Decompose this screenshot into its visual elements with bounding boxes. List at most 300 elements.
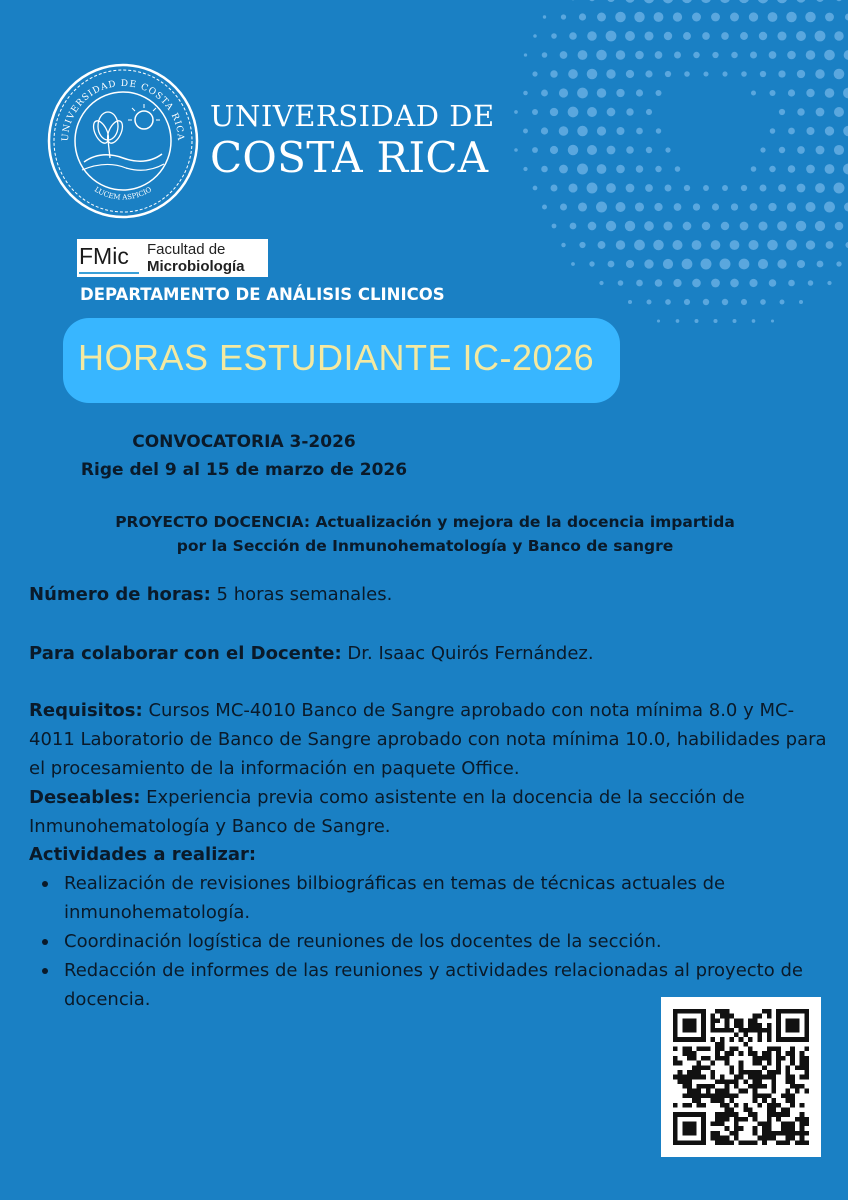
qr-module xyxy=(692,1018,697,1023)
qr-module xyxy=(790,1093,795,1098)
qr-module xyxy=(729,1098,734,1103)
decorative-dot xyxy=(587,145,597,155)
qr-module xyxy=(748,1047,753,1052)
decorative-dot xyxy=(797,146,805,154)
qr-module xyxy=(725,1117,730,1122)
decorative-dot xyxy=(739,0,749,3)
qr-module xyxy=(678,1112,683,1117)
qr-module xyxy=(771,1112,776,1117)
qr-module xyxy=(701,1136,706,1141)
decorative-dot xyxy=(721,32,729,40)
qr-module xyxy=(776,1047,781,1052)
decorative-dot xyxy=(844,50,848,60)
qr-module xyxy=(795,1018,800,1023)
decorative-dot xyxy=(760,147,765,152)
list-item: Redacción de informes de las reuniones y actividades relacionadas al proyecto de docencia. xyxy=(29,956,829,1014)
decorative-dot xyxy=(665,147,670,152)
qr-module xyxy=(729,1014,734,1019)
qr-module xyxy=(715,1051,720,1056)
decorative-dot xyxy=(578,202,587,211)
decorative-dot xyxy=(711,240,721,250)
qr-module xyxy=(692,1122,697,1127)
decorative-dot xyxy=(596,50,607,61)
qr-module xyxy=(706,1065,711,1070)
decorative-dot xyxy=(647,300,652,305)
decorative-dot xyxy=(825,13,834,22)
qr-module xyxy=(757,1079,762,1084)
qr-module xyxy=(757,1103,762,1108)
qr-module xyxy=(767,1075,772,1080)
decorative-dot xyxy=(777,31,786,40)
qr-module xyxy=(715,1009,720,1014)
decorative-dot xyxy=(568,183,577,192)
qr-module xyxy=(795,1037,800,1042)
qr-module xyxy=(687,1070,692,1075)
decorative-dot xyxy=(722,71,727,76)
qr-module xyxy=(762,1126,767,1131)
qr-module xyxy=(757,1084,762,1089)
qr-module xyxy=(757,1056,762,1061)
qr-module xyxy=(804,1117,809,1122)
decorative-dot xyxy=(684,299,690,305)
qr-module xyxy=(781,1126,786,1131)
qr-module xyxy=(753,1028,758,1033)
qr-module xyxy=(706,1056,711,1061)
decorative-dot xyxy=(523,129,528,134)
qr-module xyxy=(687,1056,692,1061)
qr-module xyxy=(701,1047,706,1052)
decorative-dot xyxy=(646,109,652,115)
qr-module xyxy=(687,1140,692,1145)
decorative-dot xyxy=(656,90,662,96)
qr-module xyxy=(711,1075,716,1080)
qr-module xyxy=(790,1028,795,1033)
decorative-dot xyxy=(607,0,615,2)
decorative-dot xyxy=(796,0,805,3)
decorative-dot xyxy=(635,202,644,211)
qr-module xyxy=(748,1140,753,1145)
hours-value: 5 horas semanales. xyxy=(210,584,393,605)
qr-module xyxy=(786,1023,791,1028)
qr-module xyxy=(739,1065,744,1070)
decorative-dot xyxy=(532,109,538,115)
decorative-dot xyxy=(825,164,835,174)
decorative-dot xyxy=(616,240,625,249)
qr-module xyxy=(800,1056,805,1061)
decorative-dot xyxy=(560,203,567,210)
qr-module xyxy=(678,1075,683,1080)
qr-module xyxy=(743,1103,748,1108)
decorative-dot xyxy=(606,183,616,193)
decorative-dot xyxy=(684,71,690,77)
qr-module xyxy=(701,1112,706,1117)
qr-module xyxy=(804,1037,809,1042)
qr-module xyxy=(701,1018,706,1023)
qr-module xyxy=(711,1098,716,1103)
decorative-dot xyxy=(541,166,548,173)
decorative-dot xyxy=(693,203,700,210)
decorative-dot xyxy=(625,31,635,41)
qr-module xyxy=(804,1032,809,1037)
qr-module xyxy=(682,1037,687,1042)
qr-module xyxy=(790,1009,795,1014)
decorative-dot xyxy=(577,164,588,175)
decorative-dot xyxy=(568,145,578,155)
qr-module xyxy=(776,1009,781,1014)
qr-module xyxy=(711,1084,716,1089)
qr-module xyxy=(767,1103,772,1108)
decorative-dot xyxy=(788,165,796,173)
decorative-dot xyxy=(799,300,803,304)
decorative-dot xyxy=(797,70,805,78)
qr-module xyxy=(696,1140,701,1145)
qr-module xyxy=(682,1051,687,1056)
qr-module xyxy=(757,1032,762,1037)
qr-module xyxy=(692,1028,697,1033)
department-title: DEPARTAMENTO DE ANÁLISIS CLINICOS xyxy=(80,285,445,304)
decorative-dot xyxy=(644,31,653,40)
decorative-dot xyxy=(836,0,842,1)
decorative-dot xyxy=(805,12,815,22)
qr-module xyxy=(692,1075,697,1080)
decorative-dot xyxy=(626,108,633,115)
qr-module xyxy=(720,1079,725,1084)
qr-module xyxy=(701,1065,706,1070)
decorative-dot xyxy=(834,69,845,80)
decorative-dot xyxy=(607,146,616,155)
qr-module xyxy=(757,1075,762,1080)
qr-module xyxy=(720,1117,725,1122)
qr-module xyxy=(757,1023,762,1028)
qr-module xyxy=(753,1018,758,1023)
decorative-dot xyxy=(701,259,712,270)
qr-module xyxy=(748,1084,753,1089)
decorative-dot xyxy=(625,221,635,231)
decorative-dot xyxy=(778,184,786,192)
qr-module xyxy=(781,1037,786,1042)
decorative-dot xyxy=(550,146,558,154)
qr-module xyxy=(692,1009,697,1014)
qr-module xyxy=(720,1056,725,1061)
qr-module xyxy=(786,1089,791,1094)
qr-module xyxy=(776,1061,781,1066)
decorative-dot xyxy=(568,69,578,79)
qr-module xyxy=(762,1084,767,1089)
qr-module xyxy=(790,1131,795,1136)
qr-module xyxy=(734,1117,739,1122)
decorative-dot xyxy=(636,89,643,96)
decorative-dot xyxy=(626,260,634,268)
qr-module xyxy=(767,1051,772,1056)
qr-module xyxy=(687,1126,692,1131)
qr-module xyxy=(739,1051,744,1056)
decorative-dot xyxy=(665,185,672,192)
decorative-dot xyxy=(560,51,568,59)
decorative-dot xyxy=(692,13,701,22)
qr-module xyxy=(687,1131,692,1136)
qr-module xyxy=(720,1042,725,1047)
decorative-dot xyxy=(777,259,786,268)
qr-module xyxy=(687,1037,692,1042)
requirements-value: Cursos MC-4010 Banco de Sangre aprobado con nota mínima 8.0 y MC-4011 Laboratorio de Banco de Sangre aprobado con nota mínima 10.0, habilidades para el procesamiento de la información en paquete Office. xyxy=(29,700,827,779)
decorative-dot xyxy=(533,34,537,38)
decorative-dot xyxy=(788,89,795,96)
decorative-dot xyxy=(730,279,739,288)
qr-module xyxy=(682,1023,687,1028)
qr-module xyxy=(771,1103,776,1108)
qr-module xyxy=(786,1122,791,1127)
decorative-dot xyxy=(654,12,664,22)
decorative-dot xyxy=(712,52,718,58)
qr-module xyxy=(757,1028,762,1033)
decorative-dot xyxy=(711,13,720,22)
teacher-label: Para colaborar con el Docente: xyxy=(29,643,342,664)
qr-module xyxy=(696,1098,701,1103)
qr-module xyxy=(739,1061,744,1066)
qr-module xyxy=(748,1112,753,1117)
decorative-dot xyxy=(617,127,625,135)
decorative-dot xyxy=(578,50,588,60)
qr-module xyxy=(673,1028,678,1033)
qr-module xyxy=(673,1047,678,1052)
qr-module xyxy=(720,1112,725,1117)
decorative-dot xyxy=(676,319,680,323)
qr-module xyxy=(804,1014,809,1019)
qr-module xyxy=(795,1140,800,1145)
qr-module xyxy=(781,1009,786,1014)
qr-code[interactable] xyxy=(661,997,821,1157)
qr-module xyxy=(781,1093,786,1098)
qr-module xyxy=(800,1126,805,1131)
qr-module xyxy=(720,1103,725,1108)
decorative-dot xyxy=(683,32,691,40)
decorative-dot xyxy=(606,221,616,231)
qr-module xyxy=(692,1037,697,1042)
decorative-dot xyxy=(514,148,518,152)
qr-module xyxy=(795,1009,800,1014)
qr-module xyxy=(682,1093,687,1098)
decorative-dot xyxy=(834,107,844,117)
qr-module xyxy=(720,1098,725,1103)
qr-module xyxy=(776,1117,781,1122)
qr-module xyxy=(776,1037,781,1042)
qr-module xyxy=(767,1061,772,1066)
decorative-dot xyxy=(733,319,737,323)
qr-module xyxy=(739,1126,744,1131)
decorative-dot xyxy=(702,222,710,230)
qr-module xyxy=(715,1089,720,1094)
project-title-line2: por la Sección de Inmunohematología y Banco de sangre xyxy=(176,537,674,555)
qr-module xyxy=(753,1084,758,1089)
decorative-dot xyxy=(552,224,557,229)
qr-module xyxy=(678,1037,683,1042)
qr-module xyxy=(682,1126,687,1131)
qr-module xyxy=(795,1117,800,1122)
qr-module xyxy=(701,1028,706,1033)
decorative-dot xyxy=(561,14,566,19)
decorative-dot xyxy=(787,51,796,60)
qr-module xyxy=(748,1070,753,1075)
qr-module xyxy=(804,1075,809,1080)
svg-text:UNIVERSIDAD DE COSTA RICA: UNIVERSIDAD DE COSTA RICA xyxy=(60,78,186,142)
qr-module xyxy=(687,1093,692,1098)
decorative-dot xyxy=(825,126,834,135)
decorative-dot xyxy=(786,12,796,22)
decorative-dot xyxy=(657,319,660,322)
qr-module xyxy=(715,1042,720,1047)
decorative-dot xyxy=(550,70,557,77)
qr-module xyxy=(692,1126,697,1131)
decorative-dot xyxy=(796,221,807,232)
qr-module xyxy=(804,1028,809,1033)
qr-module xyxy=(725,1136,730,1141)
decorative-dot xyxy=(665,299,671,305)
decorative-dot xyxy=(673,279,681,287)
qr-module xyxy=(711,1093,716,1098)
decorative-dot xyxy=(827,281,831,285)
qr-module xyxy=(687,1028,692,1033)
decorative-dot xyxy=(702,32,710,40)
qr-module xyxy=(790,1047,795,1052)
decorative-dot xyxy=(673,12,682,21)
qr-module xyxy=(748,1051,753,1056)
decorative-dot xyxy=(598,241,606,249)
hours-label: Número de horas: xyxy=(29,584,211,605)
decorative-dot xyxy=(741,299,747,305)
decorative-dot xyxy=(730,240,740,250)
decorative-dot xyxy=(683,222,692,231)
qr-module xyxy=(715,1136,720,1141)
qr-module xyxy=(786,1112,791,1117)
qr-module xyxy=(790,1136,795,1141)
qr-module xyxy=(800,1061,805,1066)
qr-module xyxy=(771,1079,776,1084)
qr-module xyxy=(715,1079,720,1084)
qr-module xyxy=(743,1107,748,1112)
decorative-dot xyxy=(532,147,538,153)
decorative-dot xyxy=(769,279,777,287)
qr-module xyxy=(776,1023,781,1028)
qr-module xyxy=(729,1047,734,1052)
decorative-dot xyxy=(834,31,843,40)
decorative-dot xyxy=(559,88,568,97)
qr-module xyxy=(771,1131,776,1136)
decorative-dot xyxy=(524,53,527,56)
qr-module xyxy=(673,1112,678,1117)
qr-module xyxy=(734,1093,739,1098)
qr-module xyxy=(767,1028,772,1033)
qr-module xyxy=(795,1131,800,1136)
hours-paragraph xyxy=(29,580,829,609)
qr-module xyxy=(682,1122,687,1127)
qr-module xyxy=(696,1070,701,1075)
qr-module xyxy=(692,1131,697,1136)
decorative-dot xyxy=(760,71,766,77)
qr-module xyxy=(701,1140,706,1145)
qr-module xyxy=(739,1075,744,1080)
qr-module xyxy=(678,1009,683,1014)
list-item: Realización de revisiones bilbiográficas en temas de técnicas actuales de inmunohematología. xyxy=(29,869,829,927)
decorative-dot xyxy=(711,279,720,288)
decorative-dot xyxy=(636,280,643,287)
qr-module xyxy=(776,1103,781,1108)
qr-module xyxy=(715,1112,720,1117)
qr-module xyxy=(739,1018,744,1023)
qr-module xyxy=(734,1122,739,1127)
qr-module xyxy=(800,1140,805,1145)
qr-module xyxy=(673,1032,678,1037)
qr-module xyxy=(786,1065,791,1070)
qr-module xyxy=(720,1093,725,1098)
qr-module xyxy=(715,1140,720,1145)
qr-module xyxy=(734,1018,739,1023)
qr-module xyxy=(715,1093,720,1098)
decorative-dot xyxy=(561,243,565,247)
qr-module xyxy=(725,1089,730,1094)
qr-module xyxy=(753,1089,758,1094)
qr-module xyxy=(678,1140,683,1145)
qr-module xyxy=(673,1075,678,1080)
qr-module xyxy=(687,1089,692,1094)
qr-module xyxy=(804,1089,809,1094)
qr-module xyxy=(786,1093,791,1098)
qr-module xyxy=(711,1023,716,1028)
qr-module xyxy=(725,1061,730,1066)
decorative-dot xyxy=(816,0,824,2)
decorative-dot xyxy=(797,108,804,115)
decorative-dot xyxy=(826,241,834,249)
qr-module xyxy=(767,1070,772,1075)
qr-module xyxy=(753,1126,758,1131)
qr-module xyxy=(711,1028,716,1033)
decorative-dot xyxy=(722,299,728,305)
qr-module xyxy=(800,1112,805,1117)
qr-module xyxy=(757,1093,762,1098)
faculty-abbreviation: FMic xyxy=(79,243,129,269)
qr-module xyxy=(776,1070,781,1075)
qr-module xyxy=(762,1136,767,1141)
qr-module xyxy=(725,1079,730,1084)
qr-module xyxy=(711,1018,716,1023)
qr-module xyxy=(701,1009,706,1014)
qr-module xyxy=(734,1047,739,1052)
decorative-dot xyxy=(588,222,597,231)
qr-module xyxy=(673,1117,678,1122)
qr-module xyxy=(701,1056,706,1061)
qr-module xyxy=(715,1122,720,1127)
qr-module xyxy=(781,1131,786,1136)
decorative-dot xyxy=(606,31,617,42)
qr-module xyxy=(682,1018,687,1023)
qr-module xyxy=(715,1117,720,1122)
qr-module xyxy=(725,1140,730,1145)
university-wordmark xyxy=(210,99,495,182)
decorative-dot xyxy=(672,240,682,250)
qr-module xyxy=(734,1084,739,1089)
decorative-dot xyxy=(523,91,528,96)
qr-module xyxy=(701,1075,706,1080)
decorative-dot xyxy=(815,183,825,193)
decorative-dot xyxy=(815,31,826,42)
qr-module xyxy=(725,1051,730,1056)
qr-module xyxy=(739,1117,744,1122)
qr-module xyxy=(720,1014,725,1019)
decorative-dot xyxy=(825,88,835,98)
qr-module xyxy=(762,1098,767,1103)
qr-module xyxy=(701,1126,706,1131)
decorative-dot xyxy=(740,32,748,40)
qr-module xyxy=(795,1084,800,1089)
